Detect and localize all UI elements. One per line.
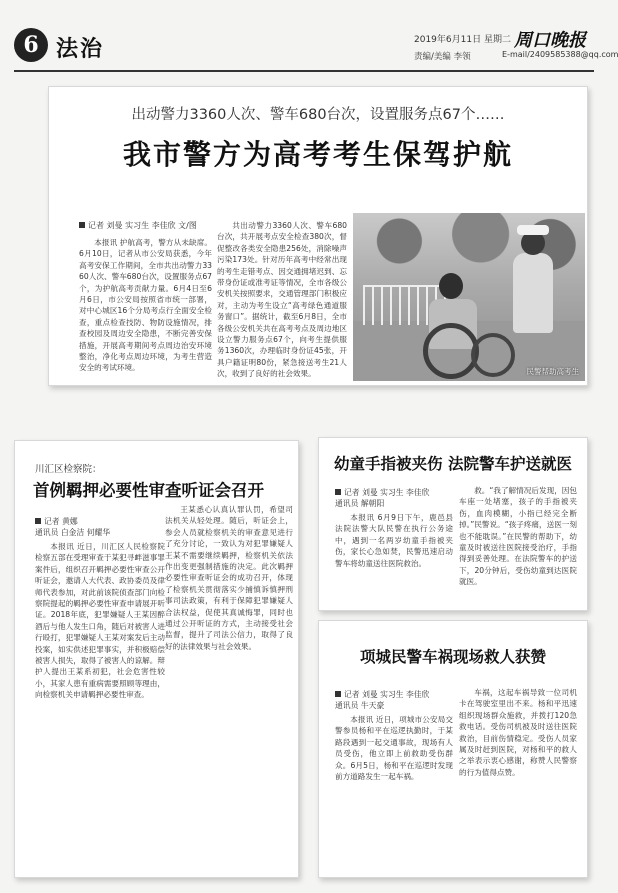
- story-procuratorate: [14, 440, 299, 878]
- date-line: 2019年6月11日 星期二: [414, 35, 511, 45]
- story3-byline2-text: 通讯员 解朝阳: [335, 499, 385, 508]
- paper-name: 周口晚报: [514, 30, 586, 51]
- story3-column-2-text: 救。“我了解情况后发现，因包车座一处堵塞，孩子的手指被夹伤，血肉模糊，小指已经完全断掉。”民警说。“孩子疼痛，送医一刻也不能耽误。”在民警的帮助下，幼童及时被送往医院接受治疗，手指得到妥善处理。在法院警车的护送下，20分钟后，受伤幼童到达医院就医。: [459, 486, 577, 587]
- page-number: 6: [14, 28, 48, 62]
- lead-byline: [79, 220, 197, 231]
- lead-story: [48, 86, 588, 386]
- byline-mark-icon: [79, 222, 85, 228]
- story2-column-1: [35, 541, 165, 871]
- story2-column-1-text: 本报讯 近日，川汇区人民检察院检察五部在受理审查于某犯寻衅滋事罪案件后，组织召开羁押必要性审查公开听证会，邀请人大代表、政协委员及律师代表参加，对此前该院侦查部门向检察院提起的羁押必要性审查申请展开听证。2018年底，犯罪嫌疑人王某因醉酒后与他人发生口角，随后对被害人进行殴打，犯罪嫌疑人王某对案发后主动投案，如实供述犯罪事实，并积极赔偿被害人损失，取得了被害人的谅解。辩护人提出王某系初犯，社会危害性较小，其家人患有重病需要照顾等理由，向检察机关申请羁押必要性审查。: [35, 542, 165, 700]
- header-rule: [14, 70, 594, 72]
- section-name: 法治: [56, 36, 105, 62]
- byline-mark-icon: [335, 691, 341, 697]
- masthead: [14, 26, 618, 66]
- lead-subhead: 出动警力3360人次、警车680台次，设置服务点67个……: [131, 107, 505, 123]
- story3-byline1-text: 记者 刘曼 实习生 李佳欣: [344, 488, 430, 497]
- story4-column-1-text: 本报讯 近日，项城市公安局交警参员杨和平在巡逻执勤时，于某路段遇到一起交通事故，现场有人员受伤，他立即上前救助受伤群众。6月5日，杨和平在巡逻时发现前方道路发生一起车祸。: [335, 715, 453, 782]
- story-rescue: [318, 620, 588, 878]
- story4-column-2-text: 车祸，这起车祸导致一位司机卡在驾驶室里出不来。杨和平迅速组织现场群众施救，并拨打120急救电话。受伤司机被及时送往医院救治，目前伤情稳定。受伤人员家属及时赶到医院，对杨和平的救人之举表示衷心感谢，称赞人民警察的行为值得点赞。: [459, 688, 577, 777]
- story4-column-2: [459, 687, 577, 874]
- story2-byline1-text: 记者 黄娜: [44, 517, 78, 526]
- photo-officer: [513, 253, 553, 333]
- story3-column-1: [335, 512, 453, 608]
- lead-headline: 我市警方为高考考生保驾护航: [122, 138, 513, 171]
- story4-byline1-text: 记者 刘曼 实习生 李佳欣: [344, 690, 430, 699]
- lead-column-1: [79, 237, 212, 377]
- lead-column-2: [217, 220, 347, 377]
- story4-byline: [335, 689, 429, 711]
- byline-mark-icon: [335, 489, 341, 495]
- byline-mark-icon: [35, 518, 41, 524]
- lead-column-1-text: 本报讯 护航高考，警方从未缺席。6月10日，记者从市公安局获悉，今年高考安保工作期间，全市共出动警力3360人次、警车680台次，设置服务点67个，为护航高考贡献力量。6月4日至6月6日，市公安局按照省市统一部署，对中心城区16个分局考点行全面安全检查，重点检查技防、物防设施情况，排查校园及周边安全隐患，不断完善安保措施，开展高考期间考点周边治安环境整治，净化考点周边环境，为考生营造安全的考试环境。: [79, 238, 212, 373]
- editor-line: 责编/美编 李领: [414, 52, 471, 62]
- story3-headline: 幼童手指被夹伤 法院警车护送就医: [334, 455, 572, 473]
- story2-byline: [35, 516, 110, 538]
- lead-column-2-text: 共出动警力3360人次、警车680台次，共开展考点安全检查380次，督促整改各类安全隐患256处，消除噪声污染173处。针对历年高考中经常出现的考生走错考点、因交通拥堵迟到、忘带身份证或准考证等情况，全市各级公安机关按照要求，交通管理部门积极应对，主动为考生设立“高考绿色通道服务窗口”。据统计，截至6月8日，全市各级公安机关共在高考考点及周边地区设立警力服务点67个，向考生提供服务1360次，办理临时身份证45张，开具户籍证明80份，紧急接送考生21人次，收到了良好的社会效果。: [217, 221, 347, 379]
- lead-byline-text: 记者 刘曼 实习生 李佳欣 文/图: [88, 221, 197, 230]
- photo-wheelchair-wheel-small: [471, 333, 515, 377]
- story4-column-1: [335, 714, 453, 874]
- story3-column-1-text: 本报讯 6月9日下午，鹿邑县法院法警大队民警在执行公务途中，遇到一名两岁幼童手指被夹伤，家长心急如焚，民警迅速启动警车将幼童送往医院救治。: [335, 513, 453, 568]
- photo-caption: 民警帮助高考生: [526, 367, 579, 376]
- story2-byline-line1: [35, 516, 110, 527]
- lead-photo: [353, 213, 585, 381]
- story4-byline2-text: 通讯员 牛天豪: [335, 701, 385, 710]
- story2-headline: 首例羁押必要性审查听证会召开: [33, 481, 264, 500]
- email-line: E-mail/2409585388@qq.com: [502, 50, 618, 59]
- photo-officer-cap: [517, 225, 549, 235]
- story2-column-2: [165, 504, 293, 871]
- story4-headline: 项城民警车祸现场救人获赞: [359, 648, 546, 666]
- story4-byline-line1: [335, 689, 429, 700]
- story3-column-2: [459, 485, 577, 609]
- story2-column-2-text: 王某悉心认真认罪认罚，希望司法机关从轻处理。随后，听证会上，参会人员就检察机关的审查意见进行了充分讨论，一致认为对犯罪嫌疑人王某不需要继续羁押，检察机关依法作出变更强制措施的决定。此次羁押必要性审查听证会的成功召开，体现了检察机关贯彻落实少捕慎诉慎押刑事司法政策，有利于保障犯罪嫌疑人合法权益，促使其真诚悔罪，同时也通过公开听证的方式，主动接受社会监督，提升了司法公信力，取得了良好的法律效果与社会效果。: [165, 505, 293, 651]
- story3-byline: [335, 487, 429, 509]
- photo-student-head: [439, 273, 463, 299]
- story-court-escort: [318, 437, 588, 611]
- story2-byline2-text: 通讯员 白金洁 何耀华: [35, 528, 111, 537]
- story3-byline-line1: [335, 487, 429, 498]
- story2-kicker: 川汇区检察院：: [35, 464, 102, 475]
